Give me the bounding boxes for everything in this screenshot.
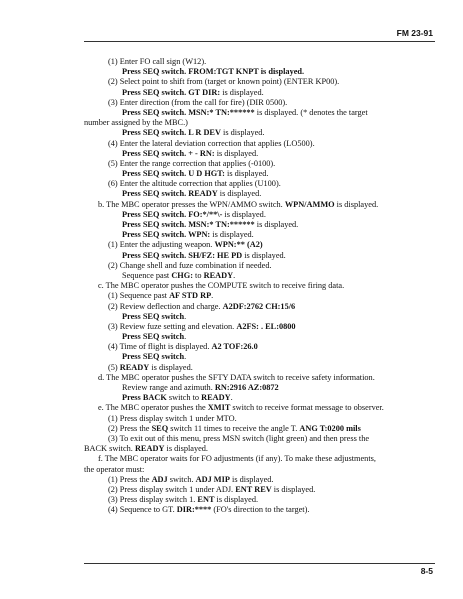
plain-text: d. The MBC operator pushes the SFTY DATA switch to receive safety information. (98, 372, 375, 382)
text-line (84, 251, 436, 261)
text-line (84, 444, 436, 454)
text-line (84, 363, 436, 373)
bold-text: Press SEQ switch (122, 332, 185, 342)
plain-text: Sequence past (122, 270, 172, 280)
plain-text: (5) (108, 362, 120, 372)
document-body (84, 57, 436, 515)
text-line (84, 261, 436, 271)
plain-text: switch to (166, 393, 202, 403)
text-line (84, 189, 436, 199)
plain-text: (5) Enter the range correction that applies (-0100). (108, 158, 276, 168)
text-line (84, 108, 436, 118)
bold-text: Press SEQ switch. MSN:* TN:****** (122, 107, 255, 117)
bold-text: Press SEQ switch. + - RN: (122, 148, 215, 158)
plain-text: . (233, 270, 236, 280)
plain-text: is displayed. (214, 495, 259, 505)
bold-text: READY (201, 393, 231, 403)
plain-text: switch. (167, 474, 196, 484)
text-line (84, 200, 436, 210)
text-line (84, 312, 436, 322)
bold-text: ADJ (151, 474, 168, 484)
plain-text: (2) Select point to shift from (target or known point) (ENTER KP00). (108, 77, 340, 87)
plain-text: (3) Review fuze setting and elevation. (108, 321, 237, 331)
plain-text: is displayed. (224, 169, 269, 179)
bold-text: Press SEQ switch. FO:*/**\- (122, 209, 223, 219)
text-line (84, 383, 436, 393)
text-line (84, 210, 436, 220)
plain-text: is displayed. (220, 128, 265, 138)
text-line (84, 465, 436, 475)
bold-text: DIR:**** (176, 505, 212, 515)
plain-text: (1) Press display switch 1 under MTO. (108, 413, 237, 423)
bold-text: Press SEQ switch. FROM:TGT KNPT is displayed. (122, 67, 305, 77)
plain-text: is displayed. (164, 444, 209, 454)
plain-text: . (184, 311, 187, 321)
bold-text: AF STD RP (169, 291, 212, 301)
plain-text: switch to receive format message to observer. (230, 403, 384, 413)
plain-text: is displayed. (217, 189, 262, 199)
bold-text: WPN:** (A2) (214, 240, 263, 250)
text-line (84, 159, 436, 169)
bold-text: ENT (197, 495, 215, 505)
plain-text: (4) Sequence to GT. (108, 505, 177, 515)
plain-text: the operator must: (84, 464, 145, 474)
text-line (84, 169, 436, 179)
text-line (84, 352, 436, 362)
plain-text: is displayed. (334, 199, 379, 209)
bold-text: WPN/AMMO (284, 199, 335, 209)
document-id: FM 23-91 (396, 28, 433, 38)
plain-text: (1) Sequence past (108, 291, 170, 301)
plain-text: e. The MBC operator pushes the (98, 403, 208, 413)
plain-text: (1) Enter the adjusting weapon. (108, 240, 215, 250)
plain-text: (2) Change shell and fuze combination if needed. (108, 260, 272, 270)
text-line (84, 57, 436, 67)
text-line (84, 128, 436, 138)
text-line (84, 403, 436, 413)
plain-text: is displayed. (* denotes the target (254, 107, 368, 117)
plain-text: (3) To exit out of this menu, press MSN switch (light green) and then press the (108, 433, 370, 443)
text-line (84, 332, 436, 342)
text-line (84, 149, 436, 159)
bold-text: READY (203, 270, 234, 280)
text-line (84, 342, 436, 352)
plain-text: (1) Press the (108, 474, 152, 484)
text-line (84, 475, 436, 485)
plain-text: is displayed. (242, 250, 286, 260)
bold-text: READY (134, 444, 165, 454)
text-line (84, 139, 436, 149)
plain-text: is displayed. (149, 362, 193, 372)
bold-text: Press BACK (122, 393, 167, 403)
text-line (84, 281, 436, 291)
bold-text: XMIT (207, 403, 231, 413)
plain-text: c. The MBC operator pushes the COMPUTE switch to receive firing data. (98, 281, 345, 291)
text-line (84, 322, 436, 332)
plain-text: is displayed. (229, 474, 274, 484)
text-line (84, 118, 436, 128)
plain-text: (2) Review deflection and charge. (108, 301, 223, 311)
plain-text: (3) Press display switch 1. (108, 495, 198, 505)
text-line (84, 67, 436, 77)
plain-text: is displayed. (214, 148, 259, 158)
text-line (84, 220, 436, 230)
text-line (84, 271, 436, 281)
text-line (84, 485, 436, 495)
plain-text: switch 11 times to receive the angle T. (168, 423, 300, 433)
footer-rule (84, 563, 435, 564)
page-number: 8-5 (420, 566, 433, 576)
bold-text: ENT REV (235, 484, 272, 494)
bold-text: Press SEQ switch (122, 352, 185, 362)
bold-text: Press SEQ switch. GT DIR: (122, 87, 221, 97)
text-line (84, 230, 436, 240)
text-line (84, 505, 436, 515)
bold-text: ANG T:0200 mils (299, 423, 361, 433)
text-line (84, 373, 436, 383)
plain-text: Review range and azimuth. (122, 383, 215, 392)
text-line (84, 414, 436, 424)
bold-text: SEQ (151, 423, 169, 433)
plain-text: is displayed. (220, 87, 264, 97)
bold-text: Press SEQ switch. SH/FZ: HE PD (122, 250, 243, 260)
plain-text: (6) Enter the altitude correction that applies (U100). (108, 179, 281, 189)
header-rule (84, 41, 435, 42)
text-line (84, 454, 436, 464)
text-line (84, 495, 436, 505)
bold-text: Press SEQ switch. MSN:* TN:****** (122, 220, 255, 229)
text-line (84, 179, 436, 189)
plain-text: is displayed. (222, 209, 266, 219)
bold-text: Press SEQ switch. U D HGT: (122, 169, 225, 179)
bold-text: A2FS: . EL:0800 (236, 321, 296, 331)
plain-text: BACK switch. (84, 444, 135, 454)
plain-text: . (184, 332, 187, 342)
bold-text: Press SEQ switch (122, 311, 185, 321)
text-line (84, 77, 436, 87)
plain-text: (2) Press display switch 1 under ADJ. (108, 484, 236, 494)
plain-text: f. The MBC operator waits for FO adjustments (if any). To make these adjustments, (98, 454, 376, 464)
plain-text: number assigned by the MBC.) (84, 118, 188, 128)
text-line (84, 393, 436, 403)
bold-text: A2DF:2762 CH:15/6 (222, 301, 296, 311)
bold-text: A2 TOF:26.0 (211, 342, 258, 352)
bold-text: ADJ MIP (195, 474, 230, 484)
plain-text: b. The MBC operator presses the WPN/AMMO switch. (98, 199, 285, 209)
plain-text: (2) Press the (108, 423, 152, 433)
bold-text: READY (119, 362, 150, 372)
plain-text: (FO's direction to the target). (211, 505, 310, 515)
plain-text: . (230, 393, 233, 403)
plain-text: is displayed. (271, 484, 316, 494)
text-line (84, 240, 436, 250)
plain-text: (4) Enter the lateral deviation correction that applies (LO500). (108, 138, 315, 148)
bold-text: Press SEQ switch. WPN: (122, 230, 211, 240)
plain-text: (1) Enter FO call sign (W12). (108, 57, 207, 66)
text-line (84, 302, 436, 312)
plain-text: is displayed. (254, 220, 299, 229)
bold-text: CHG: (171, 270, 193, 280)
bold-text: Press SEQ switch. READY (122, 189, 218, 199)
text-line (84, 291, 436, 301)
plain-text: . (211, 291, 214, 301)
plain-text: (4) Time of flight is displayed. (108, 342, 212, 352)
text-line (84, 98, 436, 108)
bold-text: RN:2916 AZ:0872 (214, 383, 279, 392)
plain-text: to (192, 270, 204, 280)
bold-text: Press SEQ switch. L R DEV (122, 128, 221, 138)
text-line (84, 434, 436, 444)
text-line (84, 424, 436, 434)
text-line (84, 88, 436, 98)
plain-text: (3) Enter direction (from the call for fire) (DIR 0500). (108, 97, 288, 107)
plain-text: is displayed. (210, 230, 254, 240)
plain-text: . (184, 352, 187, 362)
